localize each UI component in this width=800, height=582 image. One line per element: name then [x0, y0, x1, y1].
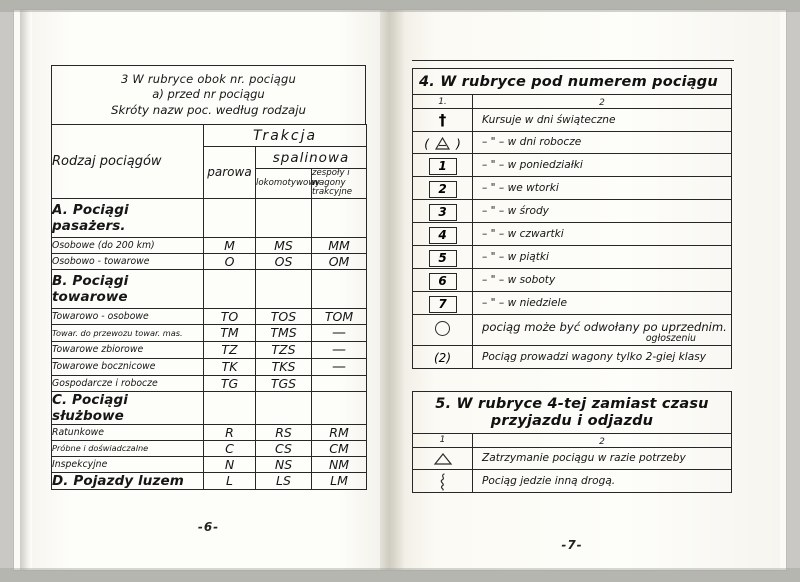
row-description: – " – w piątki — [473, 246, 732, 269]
row-code-units — [312, 375, 367, 391]
group-label-a: A. Pociągi pasażers. — [52, 198, 204, 237]
table-row — [413, 246, 732, 269]
row-name: Próbne i doświadczalne — [52, 440, 204, 456]
header-steam: parowa — [204, 147, 256, 199]
row-code-loco: OS — [256, 253, 312, 269]
row-description: – " – w poniedziałki — [473, 154, 732, 177]
boxed-number: 1 — [429, 158, 457, 175]
left-title-line1: 3 W rubryce obok nr. pociągu — [121, 72, 296, 86]
header-traction: Trakcja — [204, 125, 367, 147]
row-name: Ratunkowe — [52, 424, 204, 440]
table-row — [413, 269, 732, 292]
left-title-line2: a) przed nr pociągu — [152, 87, 265, 101]
dagger-symbol — [413, 109, 473, 132]
section4-column-headers — [413, 95, 732, 109]
row-description: – " – w czwartki — [473, 223, 732, 246]
row-code-loco: NS — [256, 456, 312, 472]
row-name: Osobowo - towarowe — [52, 253, 204, 269]
row-description: Pociąg prowadzi wagony tylko 2-giej klasy — [473, 346, 732, 369]
row-description: Kursuje w dni świąteczne — [473, 109, 732, 132]
row-code-units: CM — [312, 440, 367, 456]
table-row — [52, 324, 367, 341]
section5-column-headers — [413, 433, 732, 447]
row-description: Pociąg jedzie inną drogą. — [473, 470, 732, 493]
col-header-2: 2 — [473, 433, 732, 447]
boxed-number: 2 — [429, 181, 457, 198]
group-label-c: C. Pociągi służbowe — [52, 391, 204, 424]
col-header-2: 2 — [473, 95, 732, 109]
table-header-row-traction — [52, 125, 367, 147]
row-code-units: LM — [312, 472, 367, 489]
bottom-shadow — [0, 568, 800, 582]
boxed-6-symbol — [413, 269, 473, 292]
booklet-spread — [14, 10, 786, 570]
table-row — [413, 154, 732, 177]
right-page-content — [412, 68, 732, 493]
paren-close: ) — [456, 136, 461, 151]
boxed-number: 5 — [429, 250, 457, 267]
table-row — [52, 341, 367, 358]
paren-2-icon: (2) — [434, 351, 451, 366]
row-code-steam: TK — [204, 358, 256, 375]
squiggle-symbol — [413, 470, 473, 493]
table-row — [413, 131, 732, 154]
table-row — [52, 237, 367, 253]
left-page-content — [51, 65, 366, 490]
table-row — [413, 470, 732, 493]
header-diesel: spalinowa — [256, 147, 367, 169]
row-description: – " – w niedziele — [473, 292, 732, 315]
row-code-steam: TG — [204, 375, 256, 391]
row-code-loco: MS — [256, 237, 312, 253]
left-title-box — [51, 65, 366, 124]
table-row — [52, 308, 367, 324]
group-row-b — [52, 269, 367, 308]
table-row — [413, 292, 732, 315]
triangle-a-symbol — [413, 131, 473, 154]
col-header-1: 1 — [413, 433, 473, 447]
boxed-5-symbol — [413, 246, 473, 269]
row-code-steam: C — [204, 440, 256, 456]
row-code-loco: TOS — [256, 308, 312, 324]
table-row — [413, 200, 732, 223]
table-row — [52, 424, 367, 440]
page-edge-curl — [20, 10, 32, 570]
row-description: pociąg może być odwołany po uprzednim. — [482, 320, 727, 334]
circle-icon — [435, 321, 450, 336]
table-row — [413, 346, 732, 369]
boxed-4-symbol — [413, 223, 473, 246]
section5-title-line1: 5. W rubryce 4-tej zamiast czasu — [435, 395, 709, 412]
table-row — [52, 456, 367, 472]
row-code-loco: LS — [256, 472, 312, 489]
paren-2-symbol — [413, 346, 473, 369]
row-description-cancellable — [473, 315, 732, 346]
row-code-loco: TKS — [256, 358, 312, 375]
header-diesel-units: zespoły i wagony trakcyjne — [312, 169, 367, 199]
row-code-steam: M — [204, 237, 256, 253]
row-name: Gospodarcze i robocze — [52, 375, 204, 391]
row-description: – " – w środy — [473, 200, 732, 223]
row-name: Towarowe bocznicowe — [52, 358, 204, 375]
row-code-loco: CS — [256, 440, 312, 456]
triangle-icon — [433, 452, 453, 466]
boxed-number: 6 — [429, 273, 457, 290]
row-name: Osobowe (do 200 km) — [52, 237, 204, 253]
section4-title: 4. W rubryce pod numerem pociągu — [412, 68, 732, 94]
row-code-units: NM — [312, 456, 367, 472]
group-row-a — [52, 198, 367, 237]
section5-table — [412, 433, 732, 493]
paren-open: ( — [424, 136, 429, 151]
left-title-line3: Skróty nazw poc. według rodzaju — [111, 103, 306, 117]
section4-table — [412, 94, 732, 369]
table-row — [413, 223, 732, 246]
triangle-a-icon — [434, 136, 451, 151]
row-name: Towarowo - osobowe — [52, 308, 204, 324]
table-row — [52, 375, 367, 391]
boxed-3-symbol — [413, 200, 473, 223]
squiggle-icon — [437, 473, 449, 491]
page-number-right: -7- — [561, 538, 583, 552]
table-row — [52, 358, 367, 375]
group-row-d — [52, 472, 367, 489]
boxed-number: 3 — [429, 204, 457, 221]
row-description: – " – w soboty — [473, 269, 732, 292]
row-code-steam: N — [204, 456, 256, 472]
triangle-symbol — [413, 447, 473, 470]
row-code-steam: O — [204, 253, 256, 269]
section5-title-line2: przyjazdu i odjazdu — [490, 412, 654, 429]
row-code-loco: TGS — [256, 375, 312, 391]
row-code-units: — — [312, 341, 367, 358]
table-row — [413, 109, 732, 132]
page-number-left: -6- — [197, 520, 220, 534]
header-row-type: Rodzaj pociągów — [52, 125, 204, 199]
group-label-b: B. Pociągi towarowe — [52, 269, 204, 308]
table-row — [52, 440, 367, 456]
row-code-steam: TM — [204, 324, 256, 341]
row-code-units: — — [312, 358, 367, 375]
row-code-units: RM — [312, 424, 367, 440]
row-name: Towar. do przewozu towar. mas. — [52, 324, 204, 341]
header-diesel-loco: lokomotywowy — [256, 169, 312, 199]
row-code-steam: TZ — [204, 341, 256, 358]
boxed-number: 7 — [429, 296, 457, 313]
row-description: Zatrzymanie pociągu w razie potrzeby — [473, 447, 732, 470]
row-code-steam: L — [204, 472, 256, 489]
row-code-loco: RS — [256, 424, 312, 440]
row-code-units: — — [312, 324, 367, 341]
circle-symbol — [413, 315, 473, 346]
col-header-1: 1. — [413, 95, 473, 109]
row-code-units: TOM — [312, 308, 367, 324]
row-code-loco: TMS — [256, 324, 312, 341]
row-name: Inspekcyjne — [52, 456, 204, 472]
dagger-icon: † — [438, 111, 447, 130]
row-name: Towarowe zbiorowe — [52, 341, 204, 358]
boxed-1-symbol — [413, 154, 473, 177]
train-abbreviation-table — [51, 124, 367, 490]
row-description: – " – w dni robocze — [473, 131, 732, 154]
row-code-steam: TO — [204, 308, 256, 324]
row-code-steam: R — [204, 424, 256, 440]
row-description-continued: ogłoszeniu — [645, 333, 696, 344]
right-page-top-rule — [412, 60, 734, 61]
table-row — [413, 177, 732, 200]
group-row-c — [52, 391, 367, 424]
group-label-d: D. Pojazdy luzem — [52, 472, 204, 489]
table-row — [413, 315, 732, 346]
row-code-units: MM — [312, 237, 367, 253]
row-description: – " – we wtorki — [473, 177, 732, 200]
boxed-number: 4 — [429, 227, 457, 244]
boxed-7-symbol — [413, 292, 473, 315]
row-code-loco: TZS — [256, 341, 312, 358]
row-code-units: OM — [312, 253, 367, 269]
boxed-2-symbol — [413, 177, 473, 200]
binding-gutter — [380, 10, 404, 570]
section5-title — [412, 391, 732, 433]
top-shadow — [0, 0, 800, 12]
table-row — [413, 447, 732, 470]
table-row — [52, 253, 367, 269]
